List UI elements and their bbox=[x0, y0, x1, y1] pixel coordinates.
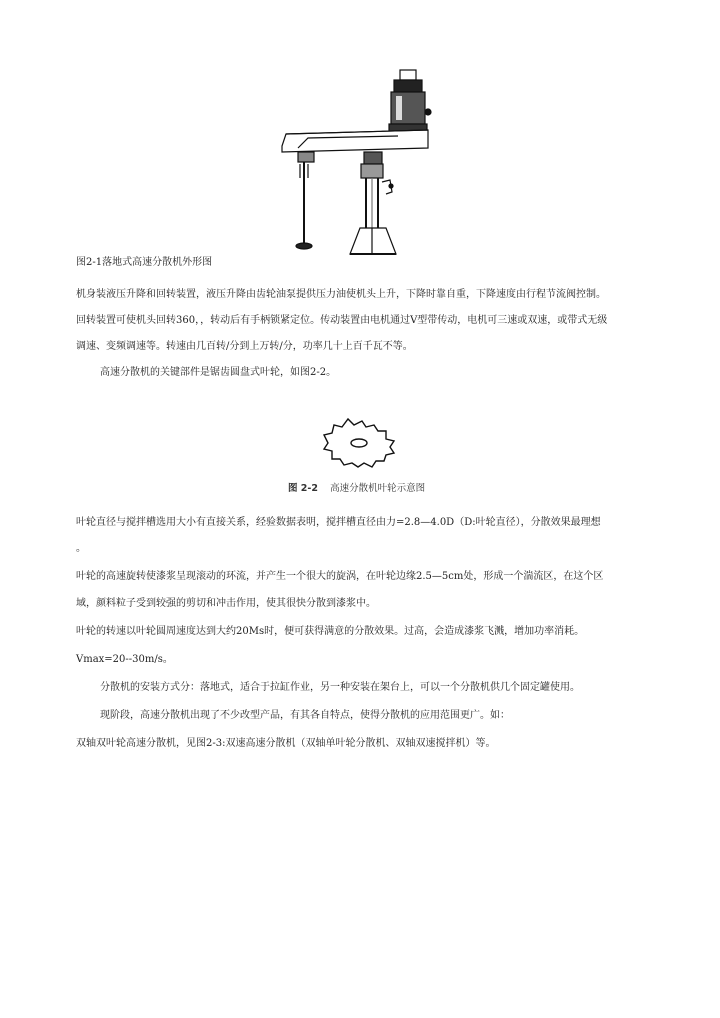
paragraph-line: 。 bbox=[76, 543, 86, 554]
figure-caption-text: 高速分散机叶轮示意图 bbox=[330, 483, 426, 494]
figure-caption: 图2-1落地式高速分散机外形图 bbox=[76, 257, 213, 268]
paragraph-line: 高速分散机的关键部件是锯齿圆盘式叶轮，如图2-2。 bbox=[100, 367, 337, 378]
paragraph-line: 分散机的安装方式分：落地式，适合于拉缸作业，另一种安装在架台上，可以一个分散机供几个固定罐使用。 bbox=[100, 682, 580, 693]
paragraph-line: 叶轮的转速以叶轮圆周速度达到大约20Ms时，便可获得满意的分散效果。过高，会造成漆浆飞溅，增加功率消耗。 bbox=[76, 626, 585, 637]
paragraph-line: 机身装液压升降和回转装置，液压升降由齿轮油泵提供压力油使机头上升，下降时靠自重，下降速度由行程节流阀控制。 bbox=[76, 289, 606, 300]
figure-number: 图 2-2 bbox=[288, 483, 318, 494]
paragraph-line: 现阶段，高速分散机出现了不少改型产品，有其各自特点，使得分散机的应用范围更广。如： bbox=[100, 710, 510, 721]
paragraph-line: Vmax=20--30m/s。 bbox=[76, 654, 173, 665]
paragraph-line: 叶轮的高速旋转使漆浆呈现滚动的环流，并产生一个很大的旋涡，在叶轮边缘2.5—5cm处，形成一个湍流区，在这个区 bbox=[76, 571, 604, 582]
paragraph-line: 域，颜料粒子受到较强的剪切和冲击作用，使其很快分散到漆浆中。 bbox=[76, 598, 376, 609]
paragraph-line: 双轴双叶轮高速分散机，见图2-3:双速高速分散机（双轴单叶轮分散机、双轴双速搅拌机）等。 bbox=[76, 738, 496, 749]
figure-disperser-drawing bbox=[278, 68, 434, 258]
figure-impeller-drawing bbox=[318, 413, 400, 469]
figure-caption bbox=[288, 480, 425, 494]
paragraph-line: 回转装置可使机头回转360，，转动后有手柄锁紧定位。传动装置由电机通过V型带传动，电机可三速或双速，或带式无级 bbox=[76, 315, 608, 326]
paragraph-line: 调速、变频调速等。转速由几百转/分到上万转/分，功率几十上百千瓦不等。 bbox=[76, 341, 413, 352]
paragraph-line: 叶轮直径与搅拌槽选用大小有直接关系，经验数据表明，搅拌槽直径由力=2.8—4.0D（D:叶轮直径），分散效果最理想 bbox=[76, 517, 601, 528]
